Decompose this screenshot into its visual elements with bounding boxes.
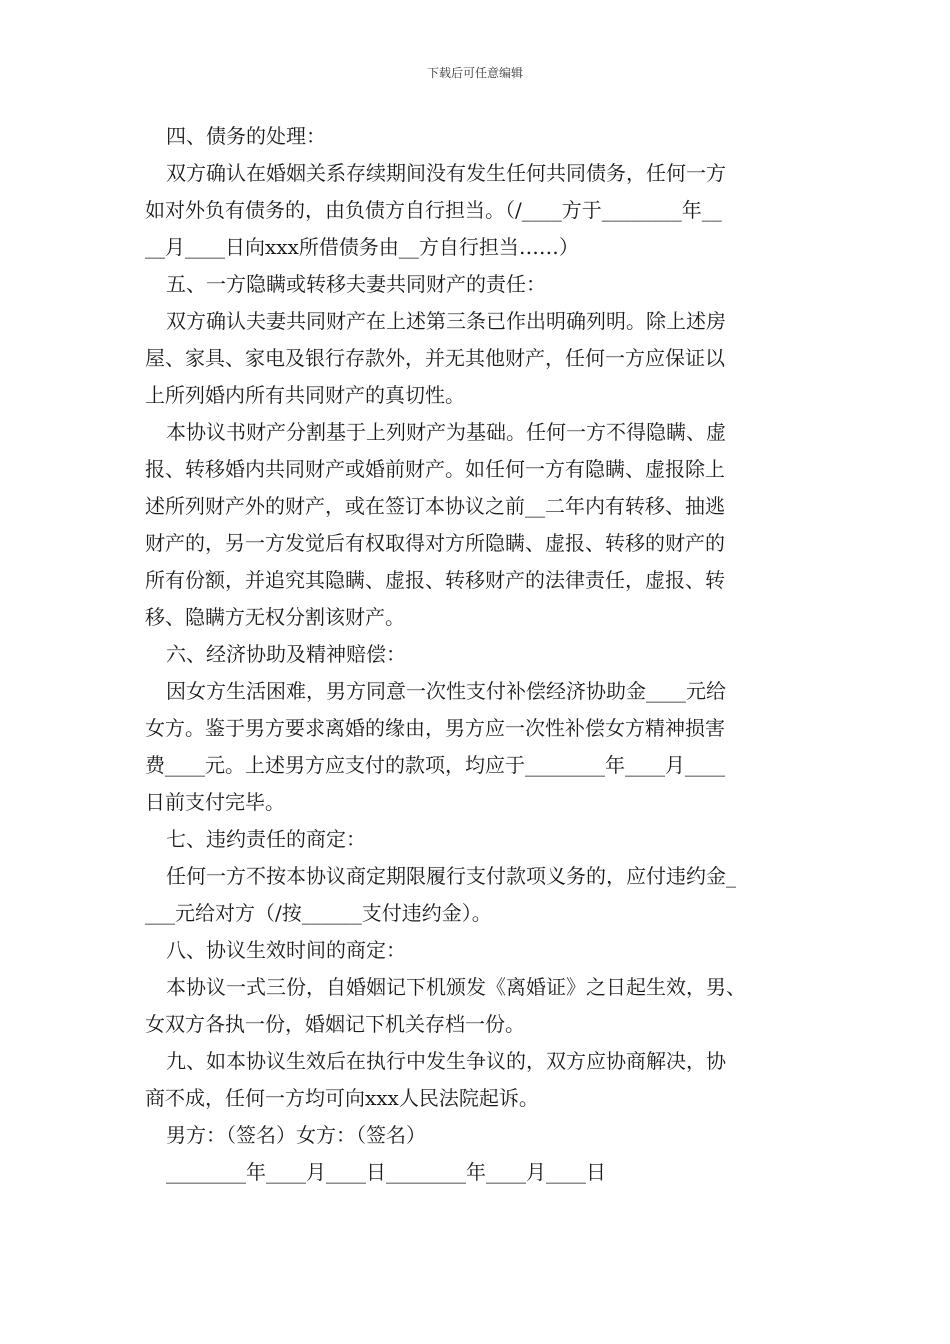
text-line: 女方。鉴于男方要求离婚的缘由，男方应一次性补偿女方精神损害 bbox=[145, 716, 725, 740]
text-line: 本协议一式三份，自婚姻记下机颁发《离婚证》之日起生效，男、 bbox=[166, 975, 746, 999]
text-line: 屋、家具、家电及银行存款外，并无其他财产，任何一方应保证以 bbox=[145, 346, 725, 370]
text-line: 因女方生活困难，男方同意一次性支付补偿经济协助金____元给 bbox=[166, 679, 726, 703]
text-line: 移、隐瞒方无权分割该财产。 bbox=[145, 605, 405, 629]
text-line: 报、转移婚内共同财产或婚前财产。如任何一方有隐瞒、虚报除上 bbox=[145, 457, 725, 481]
text-line: 八、协议生效时间的商定： bbox=[166, 938, 406, 962]
text-line: __月____日向xxx所借债务由__方自行担当……） bbox=[145, 235, 579, 259]
text-line: 上所列婚内所有共同财产的真切性。 bbox=[145, 383, 465, 407]
text-line: 本协议书财产分割基于上列财产为基础。任何一方不得隐瞒、虚 bbox=[166, 420, 726, 444]
text-line: 六、经济协助及精神赔偿： bbox=[166, 642, 406, 666]
text-line: ________年____月____日________年____月____日 bbox=[166, 1160, 606, 1184]
text-line: 费____元。上述男方应支付的款项，均应于________年____月____ bbox=[145, 753, 725, 777]
text-line: 七、违约责任的商定： bbox=[166, 827, 366, 851]
text-line: 所有份额，并追究其隐瞒、虚报、转移财产的法律责任，虚报、转 bbox=[145, 568, 725, 592]
text-line: ___元给对方（/按______支付违约金）。 bbox=[145, 901, 492, 925]
text-line: 如对外负有债务的，由负债方自行担当。（/____方于________年__ bbox=[145, 198, 722, 222]
text-line: 四、债务的处理： bbox=[166, 124, 326, 148]
document-body bbox=[145, 118, 807, 1191]
text-line: 述所列财产外的财产，或在签订本协议之前__二年内有转移、抽逃 bbox=[145, 494, 725, 518]
text-line: 商不成，任何一方均可向xxx人民法院起诉。 bbox=[145, 1086, 539, 1110]
text-line: 九、如本协议生效后在执行中发生争议的，双方应协商解决，协 bbox=[166, 1049, 726, 1073]
text-line: 五、一方隐瞒或转移夫妻共同财产的责任： bbox=[166, 272, 546, 296]
text-line: 双方确认在婚姻关系存续期间没有发生任何共同债务，任何一方 bbox=[166, 161, 726, 185]
text-line: 女双方各执一份，婚姻记下机关存档一份。 bbox=[145, 1012, 525, 1036]
page-header: 下载后可任意编辑 bbox=[426, 66, 523, 80]
text-line: 任何一方不按本协议商定期限履行支付款项义务的，应付违约金_ bbox=[166, 864, 736, 888]
text-line: 日前支付完毕。 bbox=[145, 790, 285, 814]
text-line: 双方确认夫妻共同财产在上述第三条已作出明确列明。除上述房 bbox=[166, 309, 726, 333]
text-line: 男方：（签名）女方：（签名） bbox=[166, 1123, 426, 1147]
text-line: 财产的，另一方发觉后有权取得对方所隐瞒、虚报、转移的财产的 bbox=[145, 531, 725, 555]
